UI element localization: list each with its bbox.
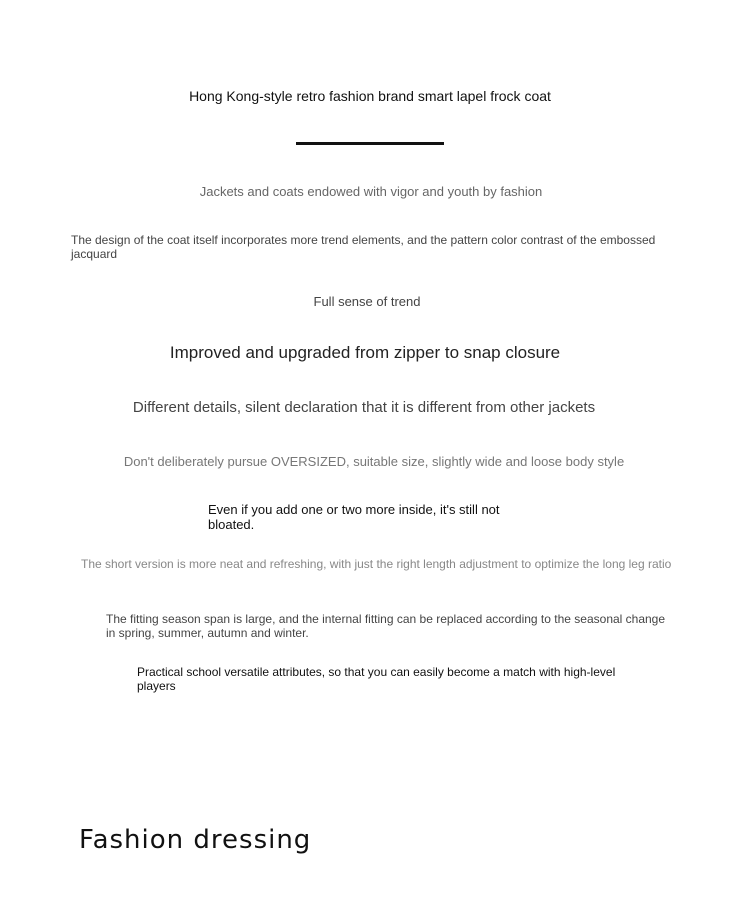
subtitle: Jackets and coats endowed with vigor and youth by fashion (199, 184, 543, 199)
description-paragraph: Practical school versatile attributes, so that you can easily become a match with high-level players (137, 665, 616, 693)
title-divider (296, 142, 444, 145)
description-paragraph: Improved and upgraded from zipper to snap closure (169, 343, 561, 362)
description-paragraph: The short version is more neat and refreshing, with just the right length adjustment to optimize the long leg ratio (81, 557, 672, 571)
description-paragraph: Even if you add one or two more inside, it's still not bloated. (208, 502, 500, 532)
description-paragraph: Different details, silent declaration that it is different from other jackets (132, 399, 596, 416)
description-paragraph: The fitting season span is large, and the internal fitting can be replaced according to the seasonal change in spring, summer, autumn and winter. (106, 612, 666, 640)
description-paragraph: The design of the coat itself incorporates more trend elements, and the pattern color contrast of the embossed jacquard (71, 233, 656, 261)
description-paragraph: Don't deliberately pursue OVERSIZED, suitable size, slightly wide and loose body style (123, 454, 625, 469)
page-title: Hong Kong-style retro fashion brand smart lapel frock coat (189, 88, 551, 104)
description-paragraph: Full sense of trend (313, 294, 421, 309)
section-heading: Fashion dressing (79, 825, 312, 855)
